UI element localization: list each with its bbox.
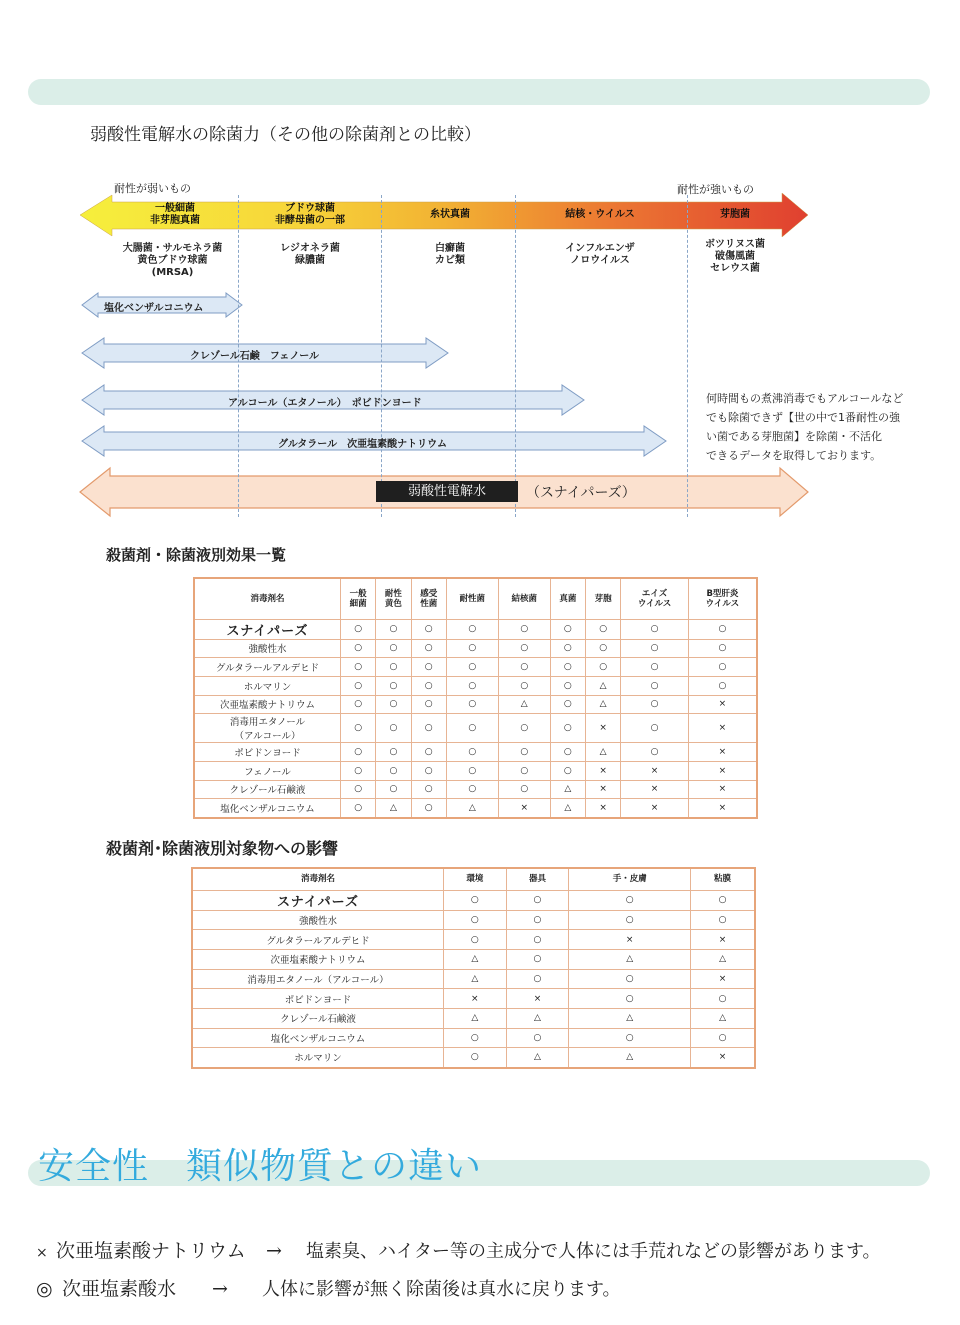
header-column: 結核菌: [498, 578, 550, 619]
arrow-label-glutaral: グルタラール 次亜塩素酸ナトリウム: [278, 439, 447, 450]
agent-name-cell: 塩化ベンザルコニウム: [194, 799, 341, 818]
examples-staphylococcus: レジオネラ菌 緑膿菌: [280, 243, 340, 266]
spectrum-title: 弱酸性電解水の除菌力（その他の除菌剤との比較）: [90, 125, 481, 145]
result-cell: ×: [688, 780, 757, 799]
result-cell: ×: [691, 1048, 755, 1068]
table-row: [192, 910, 755, 930]
result-cell: △: [550, 780, 585, 799]
result-cell: ×: [621, 799, 689, 818]
result-cell: △: [569, 1048, 691, 1068]
substance-name: 次亜塩素酸水: [62, 1278, 177, 1300]
agent-name-cell: フェノール: [194, 761, 341, 780]
header-column: 耐性菌: [446, 578, 498, 619]
table-row: [192, 949, 755, 969]
effect-table: [193, 577, 758, 819]
result-cell: △: [444, 1008, 507, 1028]
header-column: 芽胞: [586, 578, 621, 619]
result-cell: ×: [586, 714, 621, 743]
result-cell: ○: [498, 761, 550, 780]
result-cell: ○: [444, 910, 507, 930]
agent-name-cell: クレゾール石鹸液: [192, 1008, 444, 1028]
result-cell: ○: [506, 1028, 569, 1048]
agent-name-cell: スナイパーズ: [192, 890, 444, 910]
result-cell: ○: [376, 714, 411, 743]
result-cell: ○: [341, 743, 376, 762]
result-cell: △: [446, 799, 498, 818]
header-column: B型肝炎 ウイルス: [688, 578, 757, 619]
safety-line-hypochlorous-water: [36, 1274, 621, 1301]
category-filamentous-fungi: 糸状真菌: [430, 209, 470, 220]
result-cell: ○: [444, 1048, 507, 1068]
agent-name-cell: ポビドンヨード: [192, 989, 444, 1009]
result-cell: △: [569, 949, 691, 969]
result-cell: ○: [550, 714, 585, 743]
result-cell: ○: [446, 619, 498, 639]
arrow-label-alcohol: アルコール（エタノール） ポビドンヨード: [228, 398, 422, 409]
result-cell: ○: [506, 890, 569, 910]
result-cell: ○: [446, 714, 498, 743]
result-cell: △: [691, 949, 755, 969]
result-cell: △: [586, 676, 621, 695]
agent-name-cell: ホルマリン: [192, 1048, 444, 1068]
result-cell: ×: [621, 780, 689, 799]
arrow-icon: →: [266, 1240, 282, 1262]
header-column: エイズ ウイルス: [621, 578, 689, 619]
table-row: [192, 1028, 755, 1048]
result-cell: ○: [376, 761, 411, 780]
arrow-label-benzalkonium: 塩化ベンザルコニウム: [104, 303, 204, 314]
result-cell: ○: [691, 890, 755, 910]
result-cell: ○: [569, 910, 691, 930]
result-cell: ×: [444, 989, 507, 1009]
result-cell: △: [506, 1048, 569, 1068]
result-cell: ○: [621, 658, 689, 677]
table-row: [194, 743, 757, 762]
result-cell: ○: [621, 714, 689, 743]
result-cell: ○: [498, 658, 550, 677]
result-cell: △: [586, 695, 621, 714]
result-cell: ○: [688, 676, 757, 695]
result-cell: ○: [341, 714, 376, 743]
table-row: [192, 930, 755, 950]
header-agent-name: 消毒剤名: [194, 578, 341, 619]
result-cell: △: [586, 743, 621, 762]
result-cell: ○: [506, 910, 569, 930]
arrow-label-cresol: クレゾール石鹸 フェノール: [190, 351, 319, 362]
examples-virus: インフルエンザ ノロウイルス: [565, 243, 635, 266]
arrow-icon: →: [212, 1278, 228, 1300]
result-cell: ×: [569, 930, 691, 950]
result-cell: ○: [446, 761, 498, 780]
result-cell: ○: [691, 989, 755, 1009]
table-row: [194, 761, 757, 780]
result-cell: ○: [411, 658, 446, 677]
result-cell: ○: [621, 619, 689, 639]
result-cell: ×: [691, 930, 755, 950]
result-cell: ○: [506, 930, 569, 950]
weak-resistance-label: 耐性が弱いもの: [114, 182, 191, 195]
category-tuberculosis-virus: 結核・ウイルス: [565, 209, 635, 220]
table-row: [194, 676, 757, 695]
result-cell: ×: [506, 989, 569, 1009]
result-cell: ×: [688, 761, 757, 780]
result-cell: △: [569, 1008, 691, 1028]
result-cell: △: [444, 969, 507, 989]
result-cell: ○: [550, 619, 585, 639]
result-cell: △: [498, 695, 550, 714]
impact-table: [191, 867, 756, 1069]
header-column: 一般 細菌: [341, 578, 376, 619]
result-cell: ○: [621, 743, 689, 762]
result-cell: ○: [621, 639, 689, 658]
result-cell: ○: [586, 619, 621, 639]
header-column: 粘膜: [691, 868, 755, 890]
result-cell: ○: [376, 676, 411, 695]
header-column: 耐性 黄色: [376, 578, 411, 619]
table2-title: 殺菌剤･除菌液別対象物への影響: [106, 839, 339, 858]
result-cell: ○: [688, 619, 757, 639]
result-cell: ○: [376, 658, 411, 677]
result-cell: ○: [444, 1028, 507, 1048]
divider-line: [381, 195, 382, 517]
table-row: [192, 1048, 755, 1068]
result-cell: ○: [586, 639, 621, 658]
divider-line: [687, 195, 688, 517]
result-cell: ×: [498, 799, 550, 818]
result-cell: ○: [688, 639, 757, 658]
result-cell: ×: [688, 714, 757, 743]
result-cell: ○: [411, 639, 446, 658]
table-row: [194, 799, 757, 818]
result-cell: ○: [550, 639, 585, 658]
result-cell: ○: [444, 890, 507, 910]
result-cell: ○: [411, 695, 446, 714]
result-cell: ○: [341, 761, 376, 780]
result-cell: ○: [376, 743, 411, 762]
table-row: [194, 639, 757, 658]
result-cell: ○: [446, 639, 498, 658]
result-cell: ○: [376, 695, 411, 714]
agent-name-cell: 塩化ベンザルコニウム: [192, 1028, 444, 1048]
result-cell: ○: [446, 676, 498, 695]
result-cell: ○: [341, 639, 376, 658]
result-cell: ○: [569, 989, 691, 1009]
header-column: 感受 性菌: [411, 578, 446, 619]
header-column: 器具: [506, 868, 569, 890]
examples-spore: ボツリヌス菌 破傷風菌 セレウス菌: [705, 239, 765, 274]
agent-name-cell: 強酸性水: [194, 639, 341, 658]
header-column: 真菌: [550, 578, 585, 619]
description-text: 人体に影響が無く除菌後は真水に戻ります。: [262, 1279, 621, 1300]
result-cell: ×: [688, 743, 757, 762]
table-row: [194, 714, 757, 743]
table1-title: 殺菌剤・除菌液別効果一覧: [106, 546, 287, 564]
result-cell: ○: [341, 799, 376, 818]
result-cell: ○: [341, 619, 376, 639]
result-cell: ○: [341, 658, 376, 677]
result-cell: ○: [569, 890, 691, 910]
table-row: [192, 969, 755, 989]
result-cell: ○: [446, 743, 498, 762]
result-cell: ○: [550, 658, 585, 677]
result-cell: ○: [376, 619, 411, 639]
header-column: 手・皮膚: [569, 868, 691, 890]
safety-line-sodium-hypochlorite: [36, 1236, 881, 1263]
table-row: [194, 695, 757, 714]
result-cell: ○: [498, 780, 550, 799]
result-cell: ○: [411, 761, 446, 780]
result-cell: ○: [411, 619, 446, 639]
result-cell: ○: [411, 714, 446, 743]
result-cell: ○: [411, 780, 446, 799]
safety-title: 安全性 類似物質との違い: [38, 1146, 483, 1187]
result-cell: ○: [569, 969, 691, 989]
result-cell: ×: [688, 695, 757, 714]
result-cell: ○: [411, 799, 446, 818]
agent-name-cell: クレゾール石鹸液: [194, 780, 341, 799]
double-circle-mark: ◎: [36, 1278, 53, 1300]
header-column: 環境: [444, 868, 507, 890]
result-cell: ○: [446, 695, 498, 714]
result-cell: △: [550, 799, 585, 818]
weak-acid-water-label: 弱酸性電解水: [376, 481, 518, 502]
result-cell: ○: [506, 949, 569, 969]
agent-name-cell: グルタラールアルデヒド: [194, 658, 341, 677]
result-cell: ○: [550, 676, 585, 695]
agent-name-cell: 次亜塩素酸ナトリウム: [194, 695, 341, 714]
snipers-label: （スナイパーズ）: [526, 485, 636, 501]
result-cell: ○: [691, 1028, 755, 1048]
result-cell: ×: [691, 969, 755, 989]
table-row: [192, 1008, 755, 1028]
header-agent-name: 消毒剤名: [192, 868, 444, 890]
result-cell: ○: [376, 639, 411, 658]
result-cell: ○: [498, 676, 550, 695]
result-cell: ○: [376, 780, 411, 799]
result-cell: ○: [550, 761, 585, 780]
category-general-bacteria: 一般細菌 非芽胞真菌: [150, 203, 200, 226]
result-cell: ×: [586, 780, 621, 799]
result-cell: ○: [498, 714, 550, 743]
result-cell: ○: [446, 780, 498, 799]
table-row: [194, 658, 757, 677]
table-row: [192, 890, 755, 910]
examples-fungi: 白癬菌 カビ類: [435, 243, 465, 266]
result-cell: ○: [550, 743, 585, 762]
substance-name: 次亜塩素酸ナトリウム: [56, 1240, 246, 1262]
cross-mark: ×: [36, 1245, 48, 1261]
result-cell: ○: [411, 743, 446, 762]
result-cell: △: [691, 1008, 755, 1028]
result-cell: ○: [691, 910, 755, 930]
table-row: [192, 989, 755, 1009]
spore-note: 何時間もの煮沸消毒でもアルコールなど でも除菌できず【世の中で1番耐性の強 い菌である芽胞菌】を除菌・不活化 できるデータを取得しております。: [706, 392, 904, 462]
agent-name-cell: ホルマリン: [194, 676, 341, 695]
result-cell: ○: [446, 658, 498, 677]
result-cell: ○: [498, 743, 550, 762]
divider-line: [515, 195, 516, 517]
agent-name-cell: ポビドンヨード: [194, 743, 341, 762]
result-cell: ○: [411, 676, 446, 695]
agent-name-cell: 強酸性水: [192, 910, 444, 930]
category-spore-bacteria: 芽胞菌: [720, 209, 750, 220]
result-cell: △: [506, 1008, 569, 1028]
result-cell: ×: [586, 761, 621, 780]
result-cell: ×: [688, 799, 757, 818]
table-row: [194, 780, 757, 799]
result-cell: ○: [341, 780, 376, 799]
table-row: [194, 619, 757, 639]
result-cell: △: [376, 799, 411, 818]
result-cell: ○: [498, 639, 550, 658]
result-cell: ○: [688, 658, 757, 677]
result-cell: ○: [586, 658, 621, 677]
result-cell: △: [444, 949, 507, 969]
agent-name-cell: 次亜塩素酸ナトリウム: [192, 949, 444, 969]
agent-name-cell: 消毒用エタノール （アルコール）: [194, 714, 341, 743]
result-cell: ○: [569, 1028, 691, 1048]
result-cell: ○: [550, 695, 585, 714]
result-cell: ○: [444, 930, 507, 950]
result-cell: ○: [506, 969, 569, 989]
result-cell: ○: [341, 695, 376, 714]
category-staphylococcus: ブドウ球菌 非酵母菌の一部: [275, 203, 345, 226]
agent-name-cell: グルタラールアルデヒド: [192, 930, 444, 950]
result-cell: ×: [621, 761, 689, 780]
result-cell: ○: [498, 619, 550, 639]
result-cell: ○: [341, 676, 376, 695]
strong-resistance-label: 耐性が強いもの: [677, 183, 754, 196]
examples-general-bacteria: 大腸菌・サルモネラ菌 黄色ブドウ球菌 (MRSA): [122, 243, 223, 278]
agent-name-cell: 消毒用エタノール（アルコール）: [192, 969, 444, 989]
result-cell: ○: [621, 676, 689, 695]
agent-name-cell: スナイパーズ: [194, 619, 341, 639]
result-cell: ○: [621, 695, 689, 714]
result-cell: ×: [586, 799, 621, 818]
description-text: 塩素臭、ハイター等の主成分で人体には手荒れなどの影響があります。: [306, 1241, 881, 1262]
